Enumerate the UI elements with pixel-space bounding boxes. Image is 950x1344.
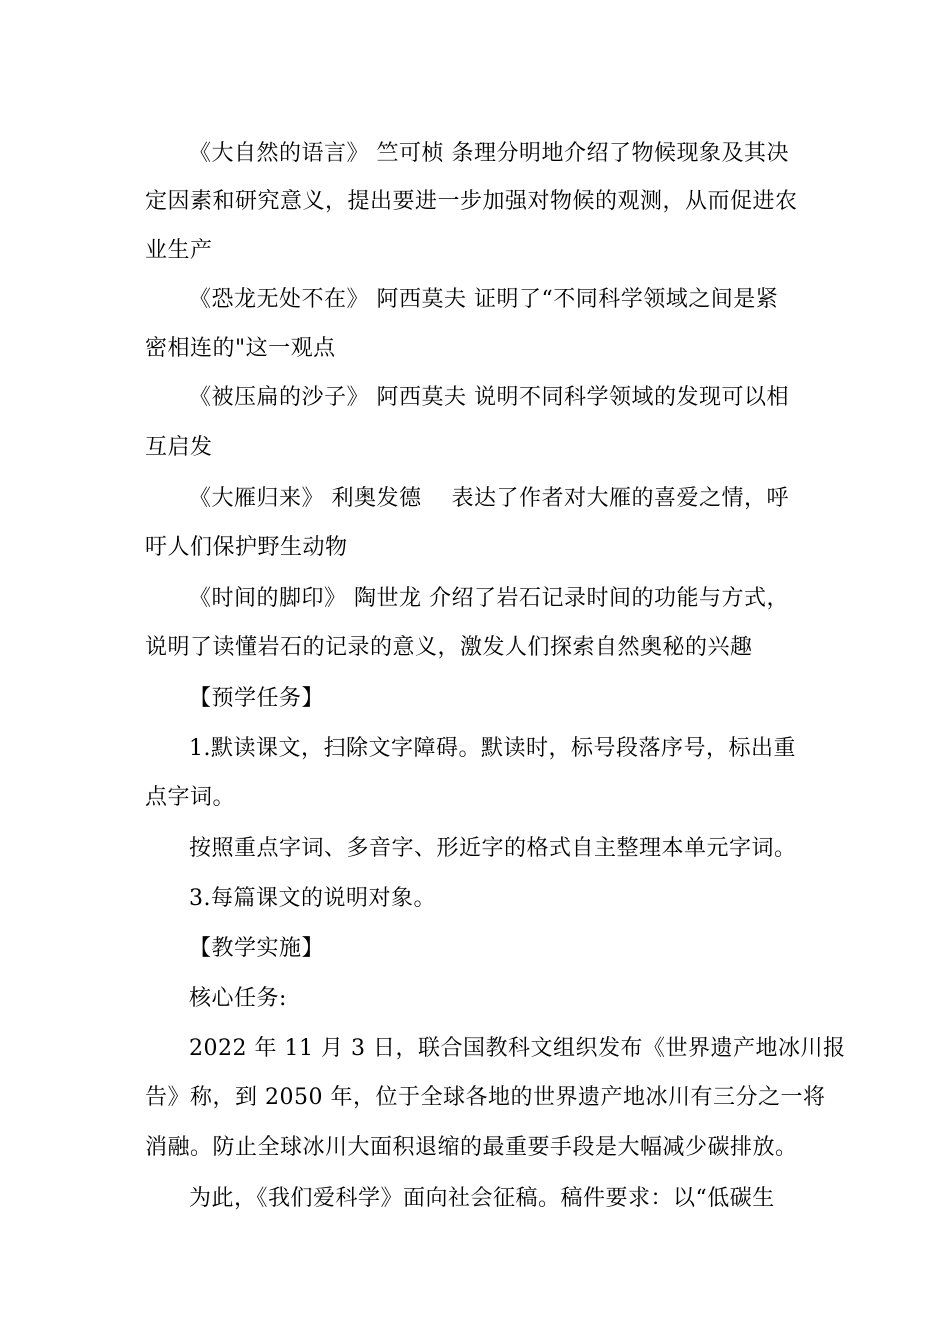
section-heading: 【预学任务】 — [189, 686, 325, 711]
text-line: 按照重点字词、多音字、形近字的格式自主整理本单元字词。 — [189, 836, 797, 861]
text-line: 为此，《我们爱科学》面向社会征稿。稿件要求：以“低碳生 — [189, 1186, 775, 1211]
text-line: 说明了读懂岩石的记录的意义，激发人们探索自然奥秘的兴趣 — [145, 635, 753, 660]
text-line: 《恐龙无处不在》 阿西莫夫 证明了“不同科学领域之间是紧 — [189, 287, 779, 312]
text-line: 2022 年 11 月 3 日，联合国教科文组织发布《世界遗产地冰川报 — [189, 1036, 846, 1061]
text-line: 核心任务: — [189, 986, 287, 1011]
text-line: 密相连的"这一观点 — [145, 336, 336, 361]
text-line: 3.每篇课文的说明对象。 — [189, 886, 436, 911]
text-line: 定因素和研究意义，提出要进一步加强对物候的观测，从而促进农 — [145, 189, 798, 214]
text-line: 点字词。 — [145, 785, 236, 810]
text-line: 《时间的脚印》 陶世龙 介绍了岩石记录时间的功能与方式， — [189, 586, 789, 611]
text-line: 《被压扁的沙子》 阿西莫夫 说明不同科学领域的发现可以相 — [189, 385, 789, 410]
text-line: 业生产 — [145, 238, 213, 263]
text-line: 1.默读课文，扫除文字障碍。默读时，标号段落序号，标出重 — [189, 736, 796, 761]
text-line: 《大自然的语言》 竺可桢 条理分明地介绍了物候现象及其决 — [189, 141, 789, 166]
text-line: 吁人们保护野生动物 — [145, 535, 348, 560]
text-line: 告》称，到 2050 年，位于全球各地的世界遗产地冰川有三分之一将 — [145, 1085, 826, 1110]
section-heading: 【教学实施】 — [189, 936, 325, 961]
text-line: 消融。防止全球冰川大面积退缩的最重要手段是大幅减少碳排放。 — [145, 1135, 798, 1160]
text-line: 《大雁归来》 利奥发德 表达了作者对大雁的喜爱之情，呼 — [189, 486, 789, 511]
text-line: 互启发 — [145, 435, 213, 460]
